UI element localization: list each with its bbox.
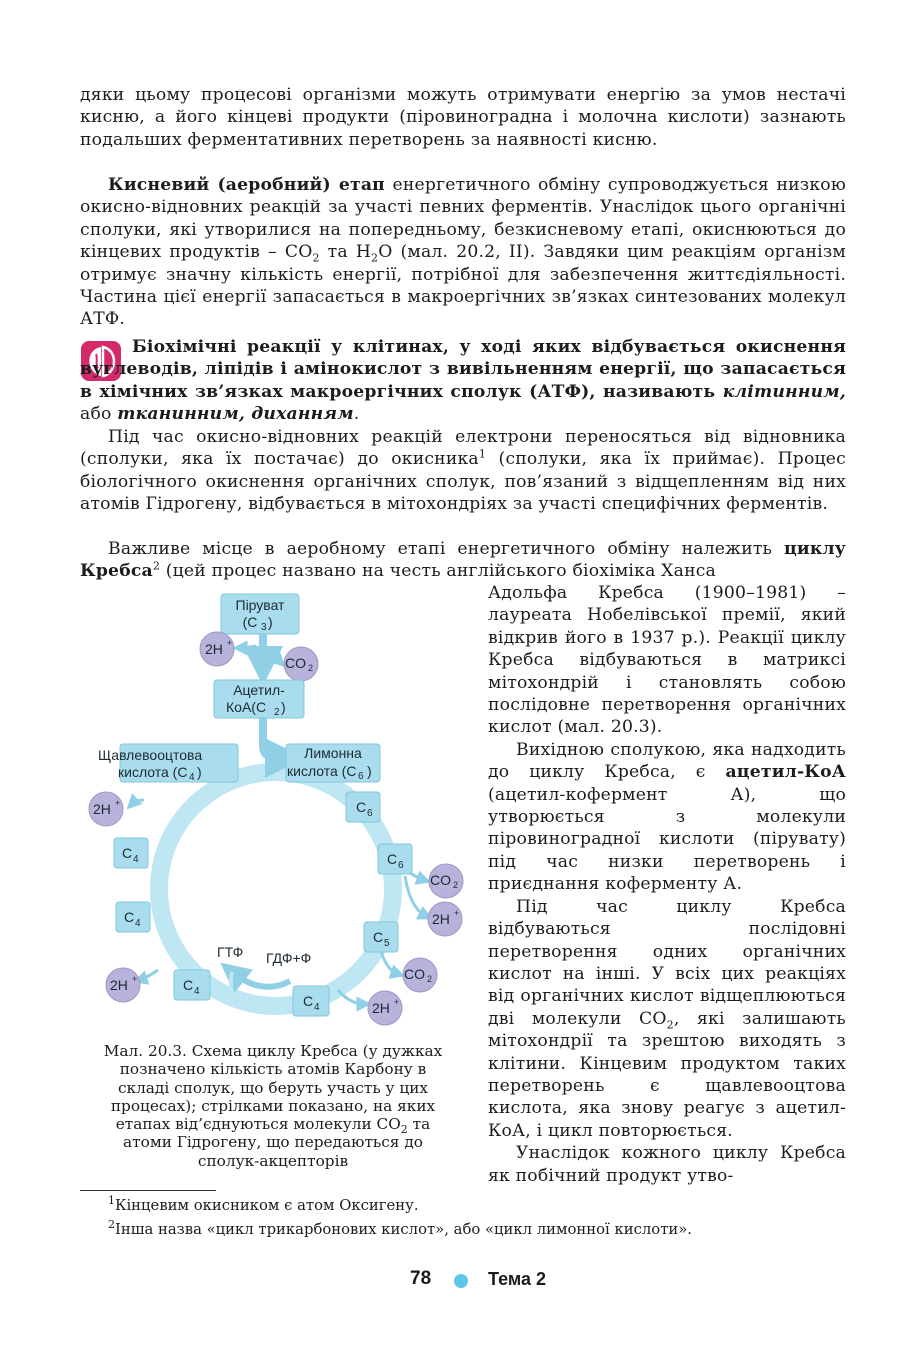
gtp-label: ГТФ: [217, 944, 244, 960]
footnote-ref-1: 1: [478, 447, 487, 461]
gdp-label: ГДФ+Ф: [266, 950, 312, 966]
text: та H: [319, 242, 372, 263]
footnote-number: 2: [108, 1218, 115, 1232]
subscript: 2: [427, 974, 433, 984]
column-paragraph-3: [488, 896, 846, 1142]
subscript: 4: [135, 918, 141, 929]
subscript: 2: [312, 251, 320, 265]
text: Мал. 20.3. Схема циклу Кребса (у дужках позначено кількість атомів Карбону в складі сполук, що беруть участь у цих процесах); стрілками показано, на яких етапах від’єднуються молекули CO: [103, 1042, 443, 1134]
citric-label: Лимонна: [304, 745, 362, 761]
right-column: [488, 582, 846, 1187]
term-tissue: тканинним, диханням: [117, 404, 354, 425]
text: або: [80, 404, 118, 425]
text: Під час циклу Кребса відбуваються послідовні перетворення одних органічних кислот на інші. У всіх цих реакціях від органічних кислот відщеплюються дві молекули CO: [488, 896, 846, 1029]
term-aerobic-stage: Кисневий (аеробний) етап: [108, 175, 385, 195]
footnote-divider: [80, 1190, 216, 1191]
co2-label: CO: [404, 966, 425, 982]
subscript: 4: [133, 854, 139, 865]
bullet-dot-icon: [454, 1274, 468, 1288]
subscript: 4: [189, 772, 195, 783]
subscript: 6: [398, 860, 404, 871]
paragraph-intro: дяки цьому процесові організми можуть отримувати енергію за умов нестачі кисню, а його кінцеві продукти (піровиноградна і молочна кислоти) зазнають подальших ферментативних перетворень за наявності кисню.: [80, 85, 846, 150]
footnote-ref-2: 2: [152, 559, 161, 573]
term-cellular: клітинним,: [722, 381, 846, 402]
carbon-label: C: [356, 799, 367, 815]
superscript: +: [132, 974, 138, 984]
hydrogen-label: 2H: [93, 801, 111, 817]
text: (сполуки, яка їх приймає). Процес біологічного окиснення органічних сполук, пов’язаний з відщепленням від них атомів Гідрогену, відбувається в мітохондріях за участі специфічних ферментів.: [80, 449, 846, 515]
subscript: 4: [314, 1002, 320, 1013]
footnote-number: 1: [108, 1194, 115, 1208]
carbon-label: C: [124, 909, 135, 925]
svg-text:): ): [268, 614, 273, 630]
text: та атоми Гідрогену, що передаються до сполук-акцепторів: [123, 1115, 431, 1170]
superscript: +: [227, 638, 233, 648]
figure-caption: [92, 1042, 454, 1170]
carbon-label: C: [387, 851, 398, 867]
text: енергетичного обміну супроводжується низкою окисно-відновних реакцій за участі певних ферментів. Унаслідок цього органічні сполуки, які утворилися на попередньому, безкисневому етапі, окиснюються до кінцевих продуктів – CO: [80, 175, 846, 263]
oxaloacetate-label: Щавлевооцтова: [98, 747, 203, 763]
column-paragraph-2: [488, 739, 846, 896]
definition-text: Біохімічні реакції у клітинах, у ході яких відбувається окиснення вуглеводів, ліпідів і амінокислот з вивільненням енергії, що запасається в хімічних зв’язках макроергічних сполук (АТФ), називають: [80, 337, 846, 402]
footnote-2: [108, 1220, 692, 1240]
text: , які залишають мітохондрії та зрештою виходять з клітини. Кінцевим продуктом таких перетворень є щавлевооцтова кислота, яка знову реагує з ацетил-КоА, і цикл повторюється.: [488, 1008, 846, 1141]
co2-label: CO: [285, 655, 306, 671]
subscript: 5: [384, 938, 390, 949]
acetyl-label: Ацетил-: [233, 682, 285, 698]
subscript: 2: [666, 1018, 674, 1032]
acetyl-label-2: КоА(C: [226, 699, 267, 715]
text: (цей процес названо на честь англійського біохіміка Ханса: [160, 561, 716, 582]
superscript: +: [115, 798, 121, 808]
theme-label: Тема 2: [488, 1269, 546, 1289]
svg-text:): ): [367, 763, 372, 779]
subscript: 6: [358, 771, 364, 782]
footnote-text: Кінцевим окисником є атом Оксигену.: [115, 1197, 419, 1214]
page-footer: [0, 1268, 918, 1298]
text: Важливе місце в аеробному етапі енергетичного обміну належить: [108, 539, 785, 559]
paragraph-redox: [80, 426, 846, 516]
hydrogen-label: 2H: [205, 641, 223, 657]
subscript: 2: [308, 663, 314, 673]
text: (ацетил-кофермент А), що утворюється з молекули піровиноградної кислоти (пірувату) під час низки перетворень і приєднання коферменту А.: [488, 784, 846, 895]
svg-text:): ): [281, 699, 286, 715]
paragraph-aerobic-stage: [80, 174, 846, 331]
subscript: 4: [194, 986, 200, 997]
svg-text:): ): [197, 764, 202, 780]
carbon-label: C: [373, 929, 384, 945]
carbon-label: C: [122, 845, 133, 861]
page-number: 78: [410, 1268, 432, 1289]
hydrogen-label: 2H: [110, 977, 128, 993]
krebs-cycle-diagram: [80, 586, 480, 1036]
text: .: [353, 404, 360, 425]
column-paragraph-1: Адольфа Кребса (1900–1981) – лауреата Нобелівської премії, який відкрив його в 1937 р.). Реакції циклу Кребса відбуваються в матриксі мітохондрій і становлять собою послідовне перетворення органічних кислот (мал. 20.3).: [488, 583, 846, 738]
column-paragraph-4: Унаслідок кожного циклу Кребса як побічний продукт утво-: [488, 1143, 846, 1186]
footnote-1: [108, 1196, 419, 1216]
subscript: 2: [400, 1123, 408, 1137]
co2-label: CO: [430, 872, 451, 888]
term-acetyl-coa: ацетил-КоА: [725, 762, 846, 783]
text: O (мал. 20.2, II). Завдяки цим реакціям організм отримує значну кількість енергії, потрібної для забезпечення життєдіяльності. Частина цієї енергії запасається в макроергічних зв’язках синтезованих молекул АТФ.: [80, 242, 846, 330]
pyruvate-carbon: (C: [242, 614, 258, 630]
subscript: 6: [367, 808, 373, 819]
superscript: +: [394, 997, 400, 1007]
pyruvate-carbon-sub: 3: [261, 622, 267, 633]
pyruvate-label: Піруват: [235, 597, 285, 613]
citric-label-2: кислота (C: [287, 763, 357, 779]
subscript: 2: [274, 707, 280, 718]
hydrogen-label: 2H: [372, 1000, 390, 1016]
oxaloacetate-label-2: кислота (C: [118, 764, 188, 780]
definition-cellular-respiration: [80, 336, 846, 426]
text: Вихідною сполукою, яка надходить до циклу Кребса, є: [488, 739, 846, 783]
subscript: 2: [453, 880, 459, 890]
carbon-label: C: [183, 977, 194, 993]
paragraph-krebs-intro: [80, 538, 846, 583]
text: Під час окисно-відновних реакцій електрони переносяться від відновника (сполуки, яка їх постачає) до окисника: [80, 427, 846, 470]
term-krebs-cycle: циклу Кребса: [80, 539, 846, 582]
hydrogen-label: 2H: [432, 911, 450, 927]
footnote-text: Інша назва «цикл трикарбонових кислот», або «цикл лимонної кислоти».: [115, 1221, 693, 1238]
subscript: 2: [371, 251, 379, 265]
carbon-label: C: [303, 993, 314, 1009]
superscript: +: [454, 908, 460, 918]
